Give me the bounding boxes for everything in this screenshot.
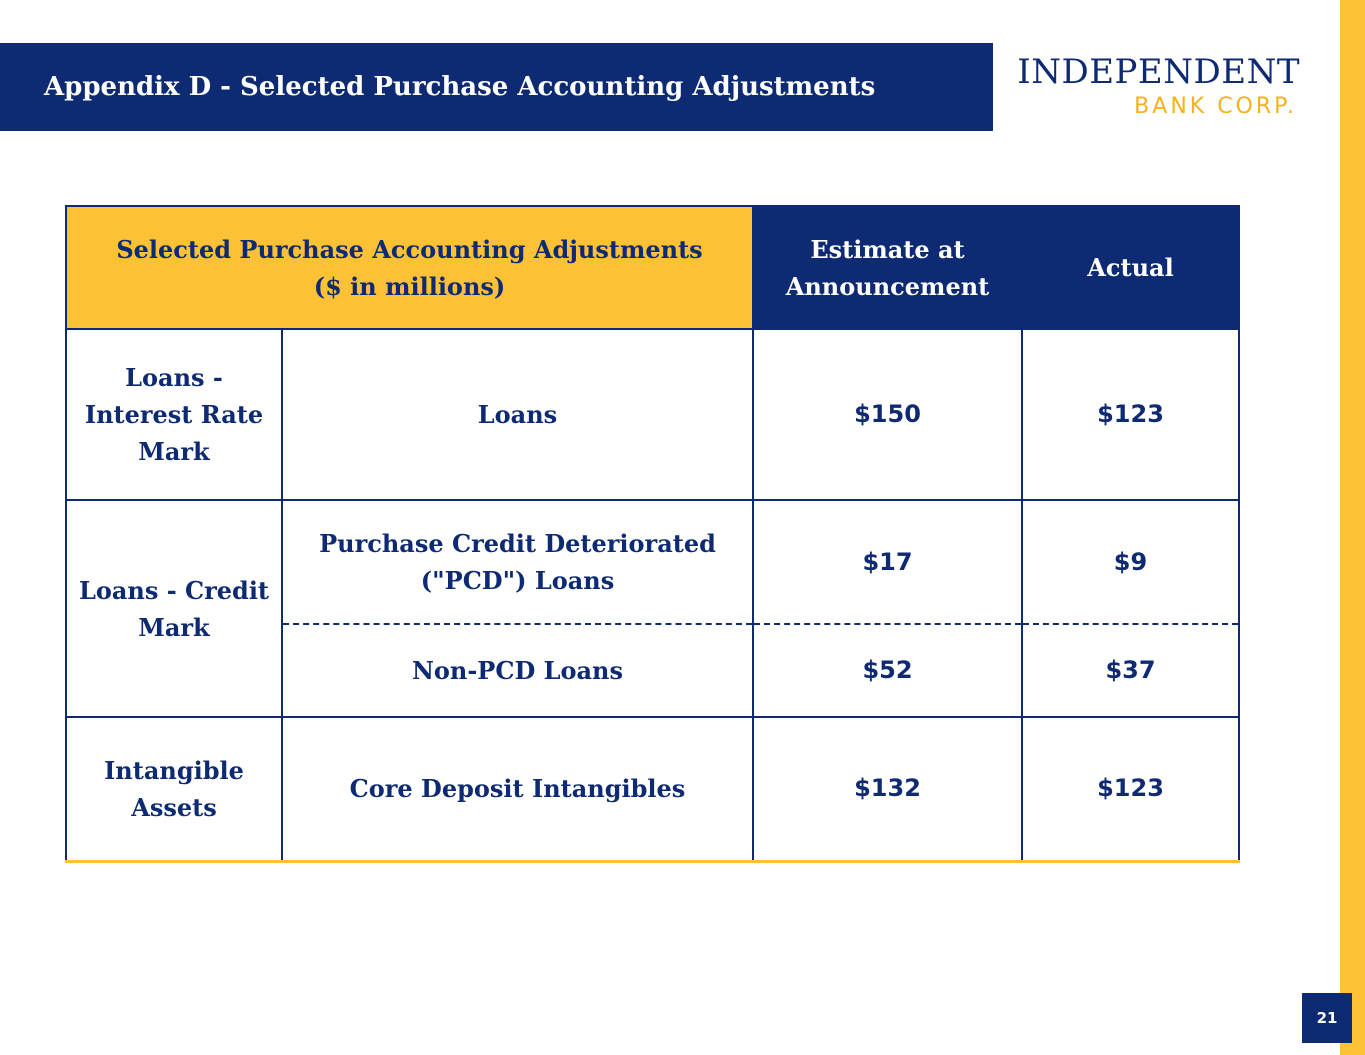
title-bar (0, 43, 993, 131)
row-item: Core Deposit Intangibles (282, 717, 753, 861)
table-row (66, 717, 1239, 861)
row-actual: $37 (1022, 624, 1239, 717)
table-header-estimate: Estimate at Announcement (753, 206, 1022, 329)
logo-wordmark: INDEPENDENT (1017, 52, 1300, 92)
row-actual: $123 (1022, 717, 1239, 861)
row-actual: $9 (1022, 500, 1239, 624)
row-category: Intangible Assets (66, 717, 282, 861)
table-header-description: Selected Purchase Accounting Adjustments ($ in millions) (66, 206, 753, 329)
row-actual: $123 (1022, 329, 1239, 500)
table-row (66, 500, 1239, 624)
row-estimate: $17 (753, 500, 1022, 624)
row-category: Loans - Interest Rate Mark (66, 329, 282, 500)
table-header-actual: Actual (1022, 206, 1239, 329)
table-row (66, 329, 1239, 500)
page-title: Appendix D - Selected Purchase Accounting Adjustments (44, 72, 876, 102)
adjustments-table (65, 205, 1240, 863)
row-item: Non-PCD Loans (282, 624, 753, 717)
table-header-row (66, 206, 1239, 329)
row-item: Loans (282, 329, 753, 500)
company-logo (1017, 52, 1300, 124)
row-estimate: $132 (753, 717, 1022, 861)
right-accent-stripe (1340, 0, 1365, 1055)
row-item: Purchase Credit Deteriorated ("PCD") Loans (282, 500, 753, 624)
row-estimate: $52 (753, 624, 1022, 717)
row-estimate: $150 (753, 329, 1022, 500)
logo-subtitle: BANK CORP. (1134, 94, 1297, 119)
page-number: 21 (1302, 993, 1352, 1043)
row-category: Loans - Credit Mark (66, 500, 282, 717)
